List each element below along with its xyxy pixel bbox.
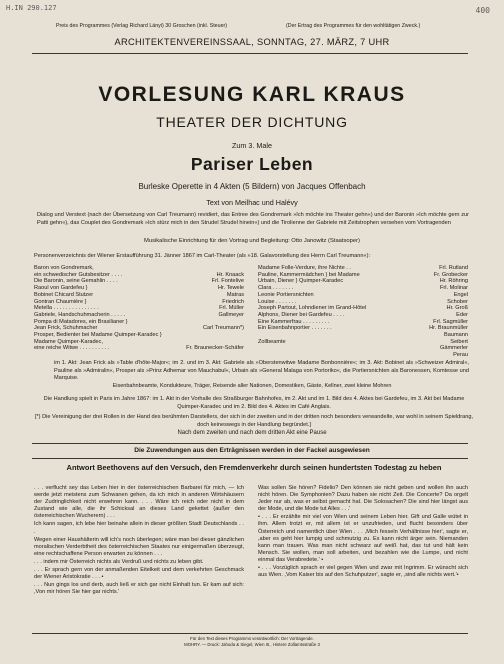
cast-actor: Eder: [456, 311, 468, 318]
price-note: Preis des Programmes (Verlag Richard Lányi) 30 Groschen (inkl. Steuer): [56, 23, 228, 29]
cast-role: Zollbeamte: [258, 338, 286, 345]
cast-actor: Fr. Braunecker-Schäfer: [186, 345, 244, 352]
cast-row: [258, 292, 468, 299]
cast-role: Die Baronin, seine Gemahlin . . . .: [34, 278, 118, 285]
cast-actor: Hr. Tewele: [217, 285, 244, 292]
setting-line: Die Handlung spielt in Paris im Jahre 1867: im 1. Akt in der Vorhalle des Straßburger Bahnhofes, im 2. Akt und im 1. Bild des 4. Aktes bei Gardefeu, im 3. Akt bei Madame Quimper-Karadec und im 2. Bild des 4. Aktes im Café Anglais.: [43, 396, 465, 410]
cast-row: [258, 278, 468, 285]
proceeds-note: (Der Ertrag des Programmes für den wohltätigen Zweck.): [286, 23, 421, 29]
page-number-handwritten: 400: [475, 6, 490, 15]
cast-row: [258, 319, 468, 326]
cast-row: [258, 339, 468, 346]
cast-list-right: [258, 265, 468, 359]
quote-paragraph: • . . . Vorzüglich sprach er viel gegen Wien und zwar mit Ingrimm. Er wünscht sich aus Wien. ,Vom Kaiser bis auf den Schuhputzer', sagte er, ,sind alle nichts wert.'•: [258, 565, 468, 579]
cast-actor: Baumann: [444, 332, 468, 339]
extras-line: Eisenbahnbeamte, Kondukteure, Träger, Reisende aller Nationen, Domestiken, Gäste, Kellner, zwei kleine Mohren: [112, 383, 392, 389]
quote-paragraph: Wegen einer Haushälterin will ich's noch überlegen; wäre man bei dieser gänzlichen moralischen Verderbtheit des österreichischen Staates nur einigermaßen überzeugt, eine rechtschaffene Person erwarten zu können . . .: [34, 536, 244, 557]
cast-role: Madame Folle-Verdure, ihre Nichte . .: [258, 265, 351, 271]
subtitle: THEATER DER DICHTUNG: [156, 114, 348, 130]
quote-paragraph: . . . verflucht sey das Leben hier in der österreichischen Barbarei für mich, — Ich werde jetzt meistens zum Schwanen gehen, da ich mich in anderen Wirtshäusern der Zudringlichkeit nicht erwehren kann. . . . Wäre ich reich oder nicht in dem Zustand wie alle, die ihr Schicksal an dieses Land gekettet (außer den österreichischen Wucherern) . . .: [34, 485, 244, 520]
quote-paragraph: . . . Nun gings los und derb, auch ließ er sich gar nicht Einhalt tun. Er kam auf sich: ,Von mir hören Sie hier gar nichts.': [34, 582, 244, 596]
cast-row: [34, 312, 244, 319]
pause-line: Nach dem zweiten und nach dem dritten Akt eine Pause: [177, 430, 327, 436]
music-line: Musikalische Einrichtung für den Vortrag und Begleitung: Otto Janowitz (Staatsoper): [144, 238, 360, 244]
footnote: [*) Die Vereinigung der drei Rollen in der Hand des berühmten Darstellers, der sich in der zweiten und in der dritten noch besonders verwandelte, war wohl in seinem Spieldrang, doch keineswegs in der Handlung begründet.]: [34, 414, 474, 428]
quote-paragraph: • . . . Er erzählte mir viel von Wien und seinem Leben hier. Gift und Galle wütet in ihm. Allem trotzt er, mit allem ist er unzufrieden, und flucht besonders über Österreich und namentlich über Wien . . . ,Mich fesseln Verhältnisse hier', sagte er, ,aber es geht hier lumpig und schmutzig zu. Es kann nicht ärger sein. Niemanden kann man trauen. Was man nicht schwarz auf weiß hat, das tut und hält kein Mensch. Sie wollen, man soll arbeiten, und bezahlen wie die Lumpe, und nicht einmal das Verabredete.' •: [258, 514, 468, 563]
cast-row: [34, 278, 244, 285]
quote-column-left: [34, 485, 244, 597]
allocation-line: Die Zuwendungen aus den Erträgnissen werden in der Fackel ausgewiesen: [134, 447, 370, 454]
cast-row: [34, 285, 244, 292]
cast-row: [258, 345, 468, 352]
cast-row: [258, 305, 468, 312]
cast-actor: Seibert: [450, 338, 468, 345]
adaptation-paragraph: Dialog und Verstext (nach der Übersetzung von Carl Treumann) revidiert, das Entree des Gondremark »Ich möchte ins Theater gehn«) und der Baronin »Ich möchte gern zur Patti gehn«), das Couplet des Gondremark »Ich stürz mich in den Strudel Strudel hinein«) und die Tirolienne der Gabriele mit Zeitstrophen versehen vom Vortragenden: [37, 212, 469, 226]
cast-row: [258, 265, 468, 272]
cast-row: [258, 325, 468, 332]
divider: [32, 53, 468, 54]
cast-actor: Gämmerler: [440, 345, 468, 352]
cast-row: [34, 345, 244, 352]
footer-responsibility: Für den Text dieses Programms verantwortlich: Der Vortragende.: [190, 636, 314, 641]
cast-row: [34, 272, 244, 279]
cast-row: [258, 332, 468, 339]
cast-role: Pompa di Matadores, ein Brasilianer }: [34, 318, 128, 325]
cast-row: [34, 319, 244, 326]
cast-row: [34, 265, 244, 272]
divider: [32, 458, 468, 459]
cast-row: [258, 285, 468, 292]
cast-row: [34, 339, 244, 346]
cast-row: [258, 312, 468, 319]
cast-actor: Gallmeyer: [218, 311, 244, 318]
archive-id-handwritten: H.IN 290.127: [6, 4, 57, 12]
quote-column-right: [258, 485, 468, 580]
cast-role: Bobinet Chicard Stutzer: [34, 291, 94, 298]
work-title: Pariser Leben: [190, 154, 314, 174]
cast-row: [258, 272, 468, 279]
cast-role: [258, 345, 440, 352]
cast-role: [258, 352, 453, 359]
cast-role: [258, 332, 444, 339]
performance-count: Zum 3. Male: [232, 141, 272, 150]
cast-role: Leonie Portiersnichten: [258, 291, 314, 298]
cast-role: Urbain, Diener } Quimper-Karadec: [258, 278, 344, 285]
venue-line: ARCHITEKTENVEREINSSAAL, SONNTAG, 27. MÄRZ, 7 UHR: [114, 37, 390, 47]
cast-role: Baron von Gondremark,: [34, 265, 94, 271]
cast-actor: Frl. Müller: [219, 305, 244, 312]
acts-note: im 1. Akt: Jean Frick als »Table d'hôte-Major«; im 2. und im 3. Akt: Gabriele als »Oberstenwitwe Madame Bonbonnière«; im 3. Akt: Bobinet als »Schweizer Admiral«, Pauline als »Admiralin«, Prosper als »Prinz Adhemar von Mauchabul«, Urbain als »General Malaga von Portoriko«, die Portiersnichten als Baronessen, Komtesse und Marquise.: [54, 360, 469, 382]
cast-actor: Hr. Groß: [446, 305, 468, 312]
divider: [32, 633, 468, 634]
cast-row: [34, 299, 244, 306]
cast-role: Louise . . . . . . .: [258, 298, 297, 305]
cast-header: Personenverzeichnis der Wiener Erstaufführung 31. Jänner 1867 im Carl-Theater (als »18. Galavorstellung des Herrn Carl Treumann«):: [34, 253, 370, 259]
cast-role: Pauline, Kammermädchen } bei Madame: [258, 271, 360, 278]
cast-actor: Fr. Grobecker: [433, 271, 468, 278]
quote-paragraph: . . . Er sprach gern von der anmaßenden Eitelkeit und dem verkehrten Geschmack der Wiener Aristokratie . . . •: [34, 567, 244, 581]
divider: [32, 443, 468, 444]
cast-role: Metella . . . . . . . . . . . . . . .: [34, 305, 99, 312]
cast-role: Madame Quimper-Karadec,: [34, 338, 104, 345]
cast-role: Gontran Chaumière }: [34, 298, 87, 305]
cast-role: Eine Kammerfrau . . . . . . . . .: [258, 318, 330, 325]
cast-role: Prosper, Bedienter bei Madame Quimper-Karadec }: [34, 332, 162, 339]
cast-actor: Hr. Braunmüller: [429, 325, 468, 332]
cast-role: Gabriele, Handschuhmacherin . . . . .: [34, 311, 126, 318]
cast-role: Joseph Partout, Lohndiener im Grand-Hôtel: [258, 305, 367, 312]
cast-row: [34, 332, 244, 339]
cast-actor: Schober: [447, 298, 468, 305]
cast-actor: Hr. Knaack: [216, 271, 244, 278]
work-description: Burleske Operette in 4 Akten (5 Bildern) von Jacques Offenbach: [138, 182, 366, 191]
cast-role: eine reiche Witwe . . . . . . . . . .: [34, 345, 110, 352]
quote-paragraph: Ich kann sagen, ich lebe hier beinahe allein in dieser größten Stadt Deutschlands . . .: [34, 521, 244, 535]
cast-role: Alphons, Diener bei Gardefeu . . . .: [258, 311, 345, 318]
cast-row: [258, 299, 468, 306]
cast-actor: Frl. Rutland: [439, 265, 468, 271]
libretto-line: Text von Meilhac und Halévy: [206, 198, 298, 207]
cast-role: ein schwedischer Gutsbesitzer . . . .: [34, 271, 123, 278]
cast-actor: Carl Treumann*): [202, 325, 244, 332]
cast-actor: Matras: [226, 291, 244, 298]
cast-actor: Frl. Molinar: [440, 285, 468, 292]
cast-row: [34, 305, 244, 312]
cast-actor: Hr. Röhring: [439, 278, 468, 285]
cast-role: Raoul von Gardefeu }: [34, 285, 88, 292]
cast-actor: Frl. Sagmüller: [433, 318, 468, 325]
cast-actor: Friedrich: [222, 298, 244, 305]
cast-actor: Engel: [453, 291, 468, 298]
main-title: VORLESUNG KARL KRAUS: [98, 83, 406, 106]
beethoven-heading: Antwort Beethovens auf den Versuch, den Fremdenverkehr durch seinen hundertsten Todestag zu heben: [66, 463, 442, 472]
cast-row: [258, 352, 468, 359]
footer-printer: MOHRY. — Druck: Jahoda & Siegel, Wien III., Hintere Zollamtsstraße 3: [184, 642, 320, 647]
quote-paragraph: . . . indem mir Österreich nichts als Verdruß und nichts zu leben gibt.: [34, 558, 204, 565]
cast-role: Clara . . . . . . .: [258, 285, 294, 292]
cast-role: Ein Eisenbahnportier . . . . . . .: [258, 325, 332, 332]
quote-paragraph: Was sollen Sie hören? Fidelio? Den können sie nicht geben und wollen ihn auch nicht hören. Die Symphonien? Dazu haben sie nicht Zeit. Die Concerte? Da orgelt Jeder nur ab, was er selbst gemacht hat. Die Solosachen? Die sind hier längst aus der Mode, und die Mode tut Alles . . .': [258, 485, 468, 513]
cast-row: [34, 292, 244, 299]
cast-role: Jean Frick, Schuhmacher: [34, 325, 98, 332]
cast-row: [34, 325, 244, 332]
cast-actor: Frl. Fontelive: [211, 278, 244, 285]
cast-list-left: [34, 265, 244, 352]
cast-actor: Perau: [453, 352, 468, 359]
